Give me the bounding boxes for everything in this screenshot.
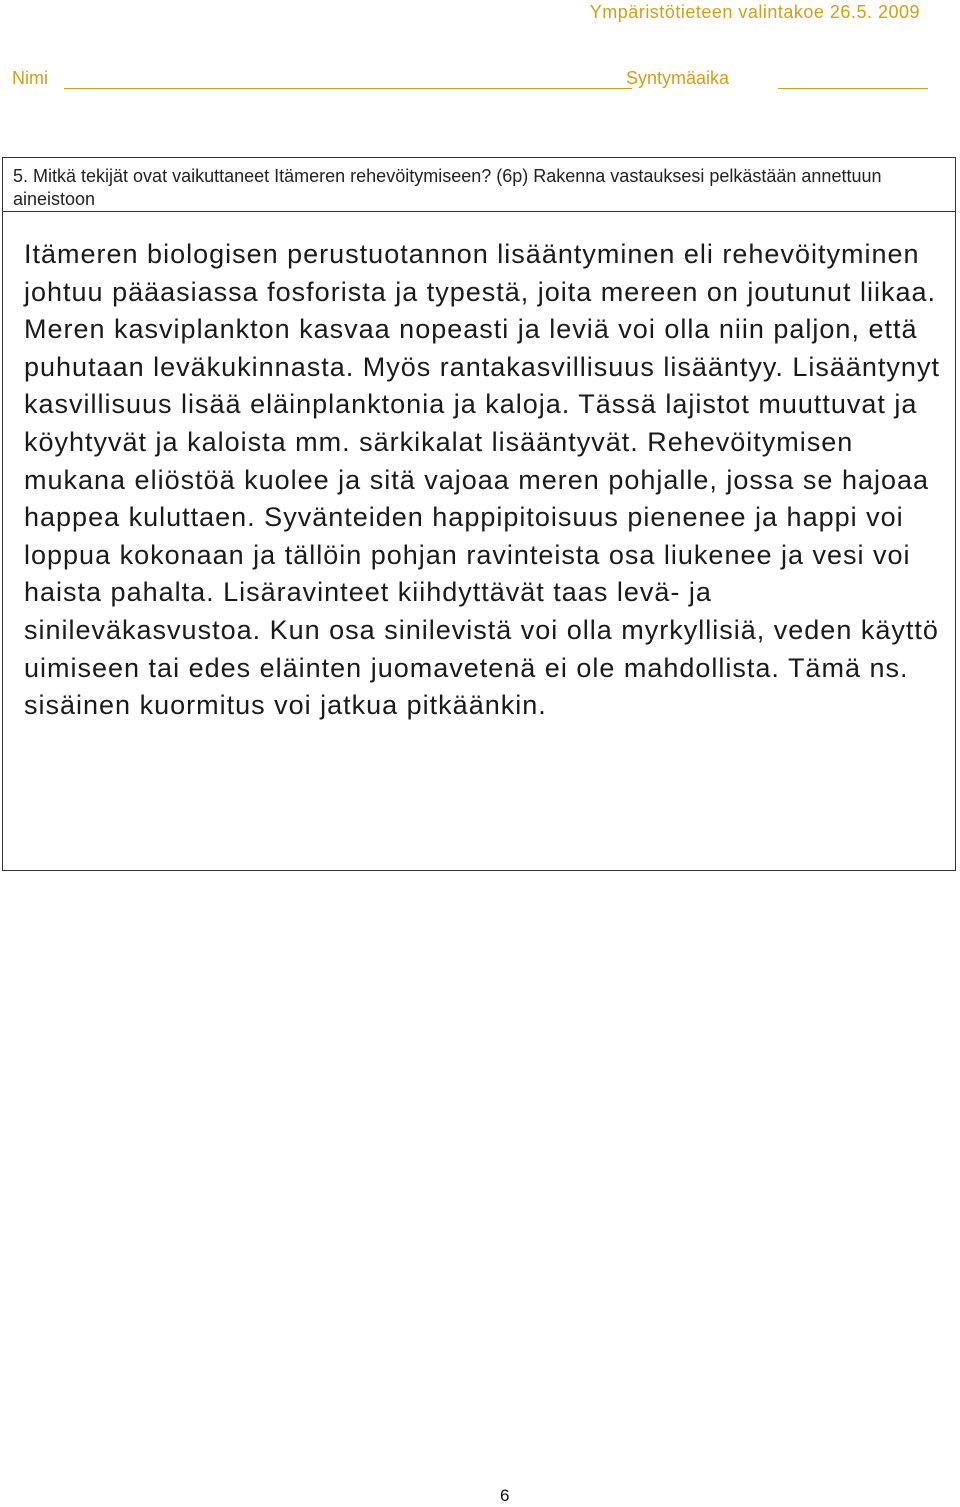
answer-box bbox=[2, 211, 956, 871]
answer-text: Itämeren biologisen perustuotannon lisääntyminen eli rehevöityminen johtuu pääasiassa fosforista ja typestä, joita mereen on joutunut liikaa. Meren kasviplankton kasvaa nopeasti ja leviä voi olla niin paljon, että puhutaan leväkukinnasta. Myös rantakasvillisuus lisääntyy. Lisääntynyt kasvillisuus lisää eläinplanktonia ja kaloja. Tässä lajistot muuttuvat ja köyhtyvät ja kaloista mm. särkikalat lisääntyvät. Rehevöitymisen mukana eliöstöä kuolee ja sitä vajoaa meren pohjalle, jossa se hajoaa happea kuluttaen. Syvänteiden happipitoisuus pienenee ja happi voi loppua kokonaan ja tällöin pohjan ravinteista osa liukenee ja vesi voi haista pahalta. Lisäravinteet kiihdyttävät taas levä- ja sinileväkasvustoa. Kun osa sinilevistä voi olla myrkyllisiä, veden käyttö uimiseen tai edes eläinten juomavetenä ei ole mahdollista. Tämä ns. sisäinen kuormitus voi jatkua pitkäänkin. bbox=[24, 239, 940, 721]
question-box bbox=[2, 157, 956, 211]
name-label: Nimi bbox=[12, 68, 48, 88]
question-text: 5. Mitkä tekijät ovat vaikuttaneet Itämeren rehevöitymiseen? (6p) Rakenna vastauksesi pelkästään annettuun aineistoon bbox=[13, 166, 882, 209]
birthdate-field-line[interactable] bbox=[778, 88, 928, 89]
exam-title: Ympäristötieteen valintakoe 26.5. 2009 bbox=[589, 2, 920, 22]
name-birthdate-row bbox=[12, 68, 942, 94]
birthdate-label: Syntymäaika bbox=[626, 68, 730, 88]
name-field-line[interactable] bbox=[64, 88, 632, 89]
page-number: 6 bbox=[500, 1486, 510, 1505]
